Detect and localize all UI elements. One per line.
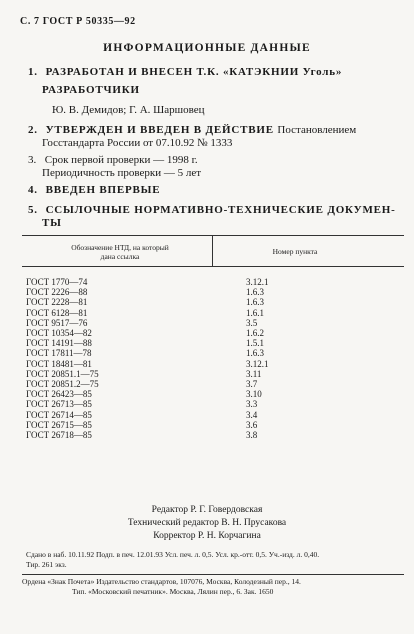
table-cell-gost: ГОСТ 26423—85 [26, 389, 92, 400]
table-cell-point: 3.12.1 [246, 358, 269, 369]
table-row [26, 369, 269, 379]
table-top-rule [22, 235, 404, 236]
table-cell-gost: ГОСТ 26713—85 [26, 399, 92, 410]
table-cell-point: 3.4 [246, 409, 258, 420]
developers-names: Ю. В. Демидов; Г. А. Шаршовец [52, 104, 205, 116]
corrector-line: Корректор Р. Н. Корчагина [153, 531, 261, 541]
item-3 [28, 154, 198, 166]
table-cell-gost: ГОСТ 10354—82 [26, 328, 92, 339]
page-header: С. 7 ГОСТ Р 50335—92 [20, 16, 136, 27]
item-5 [28, 204, 396, 216]
technical-editor-line: Технический редактор В. Н. Прусакова [127, 518, 287, 528]
table-cell-gost: ГОСТ 20851.1—75 [26, 368, 99, 379]
table-row [26, 359, 269, 369]
imprint-line2: Тир. 261 экз. [26, 560, 67, 569]
table-row [26, 379, 269, 389]
imprint-line1: Сдано в наб. 10.11.92 Подп. в печ. 12.01.93 Усл. печ. л. 0,5. Усл. кр.-отт. 0,5. Уч.-изд. л. 0,40. [26, 550, 320, 559]
item-3-line2: Периодичность проверки — 5 лет [42, 167, 202, 179]
printer-line: Тип. «Московский печатник». Москва, Лялин пер., 6. Зак. 1650 [72, 587, 274, 596]
table-cell-point: 3.5 [246, 317, 258, 328]
table-row [26, 297, 269, 307]
item-4-text: ВВЕДЕН ВПЕРВЫЕ [45, 184, 161, 196]
table-cell-gost: ГОСТ 26715—85 [26, 419, 92, 430]
table-cell-point: 3.10 [246, 389, 262, 400]
item-4-number: 4. [28, 184, 38, 196]
table-cell-point: 3.11 [246, 368, 262, 379]
table-cell-point: 1.6.1 [246, 307, 264, 318]
item-2-rest: Постановлением [277, 124, 357, 136]
table-row [26, 318, 269, 328]
item-2-text: УТВЕРЖДЕН И ВВЕДЕН В ДЕЙСТВИЕ [45, 124, 274, 136]
table-cell-gost: ГОСТ 20851.2—75 [26, 379, 99, 390]
table-header-col1-line2: дана ссылка [100, 252, 140, 261]
item-1-number: 1. [28, 66, 38, 78]
item-1 [28, 66, 342, 78]
table-header-col1-line1: Обозначение НТД, на который [71, 243, 169, 252]
table-cell-gost: ГОСТ 2228—81 [26, 297, 88, 308]
item-1-text: РАЗРАБОТАН И ВНЕСЕН Т.К. «КАТЭКНИИ Уголь» [45, 66, 343, 78]
table-cell-gost: ГОСТ 1770—74 [26, 277, 88, 287]
table-cell-gost: ГОСТ 2226—88 [26, 287, 88, 298]
item-5-number: 5. [28, 204, 38, 216]
table-cell-point: 1.5.1 [246, 338, 264, 349]
item-4 [28, 184, 160, 196]
table-row [26, 287, 269, 297]
item-2-line2: Госстандарта России от 07.10.92 № 1333 [42, 137, 233, 149]
table-row [26, 420, 269, 430]
publisher-line: Ордена «Знак Почета» Издательство стандартов, 107076, Москва, Колодезный пер., 14. [22, 577, 301, 586]
table-cell-gost: ГОСТ 17811—78 [26, 348, 92, 359]
table-cell-point: 1.6.2 [246, 328, 264, 339]
item-2 [28, 124, 356, 136]
table-cell-gost: ГОСТ 9517—76 [26, 317, 88, 328]
table-row [26, 277, 269, 287]
editor-line: Редактор Р. Г. Говердовская [151, 505, 263, 515]
imprint-block [26, 550, 319, 570]
table-cell-gost: ГОСТ 14191—88 [26, 338, 92, 349]
developers-label: РАЗРАБОТЧИКИ [42, 84, 140, 96]
table-cell-point: 1.6.3 [246, 348, 264, 359]
table-row [26, 348, 269, 358]
table-cell-point: 3.3 [246, 399, 258, 410]
table-row [26, 430, 269, 440]
table-cell-point: 3.6 [246, 419, 258, 430]
table-cell-point: 3.8 [246, 430, 258, 441]
table-cell-gost: ГОСТ 26718—85 [26, 430, 92, 441]
editors-block [0, 504, 414, 543]
section-title: ИНФОРМАЦИОННЫЕ ДАННЫЕ [103, 42, 311, 54]
table-body [26, 277, 269, 440]
table-cell-gost: ГОСТ 26714—85 [26, 409, 92, 420]
table-column-divider [212, 235, 213, 267]
item-2-number: 2. [28, 124, 38, 136]
table-cell-point: 1.6.3 [246, 287, 264, 298]
table-cell-point: 3.12.1 [246, 277, 269, 287]
item-3-number: 3. [28, 154, 37, 166]
item-5-line1: ССЫЛОЧНЫЕ НОРМАТИВНО-ТЕХНИЧЕСКИЕ ДОКУМЕН- [45, 204, 396, 216]
table-row [26, 410, 269, 420]
item-3-line1: Срок первой проверки — 1998 г. [44, 154, 198, 166]
table-cell-gost: ГОСТ 6128—81 [26, 307, 88, 318]
table-row [26, 389, 269, 399]
footer-rule [22, 574, 404, 575]
table-header-col2: Номер пункта [272, 247, 318, 256]
table-cell-gost: ГОСТ 18481—81 [26, 358, 92, 369]
table-header-col1 [40, 243, 200, 261]
table-header-rule [22, 266, 404, 267]
table-cell-point: 1.6.3 [246, 297, 264, 308]
table-cell-point: 3.7 [246, 379, 258, 390]
table-row [26, 328, 269, 338]
table-row [26, 338, 269, 348]
table-row [26, 308, 269, 318]
table-row [26, 399, 269, 409]
item-5-line2: ТЫ [42, 217, 62, 229]
